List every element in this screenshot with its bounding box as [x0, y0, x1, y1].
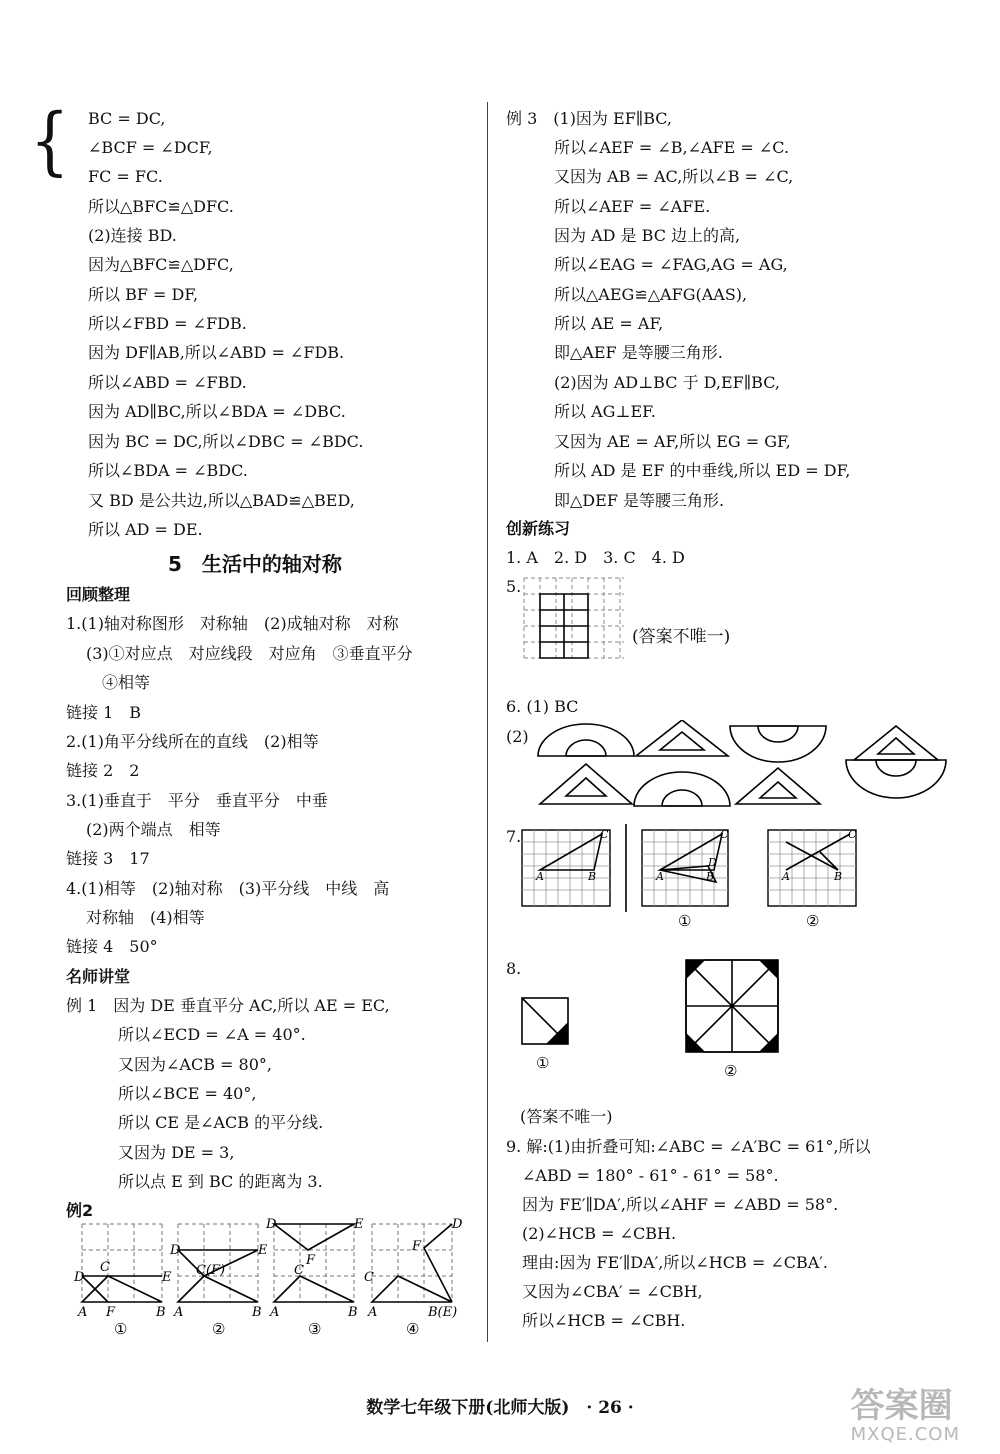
svg-text:C(F): C(F) — [196, 1263, 226, 1278]
fig-label: ① — [536, 1054, 550, 1072]
svg-text:A: A — [270, 1305, 280, 1320]
text-line: 又因为∠CBA′ = ∠CBH, — [522, 1282, 703, 1301]
text-line: 又因为 DE = 3, — [118, 1143, 235, 1162]
text-line: 所以∠EAG = ∠FAG,AG = AG, — [554, 255, 788, 274]
svg-text:D: D — [452, 1218, 463, 1232]
fig-label: ④ — [406, 1320, 420, 1338]
text-line: 所以 CE 是∠ACB 的平分线. — [118, 1113, 324, 1132]
q5-grid-figure — [520, 572, 630, 672]
q7-label: 7. — [506, 827, 522, 846]
text-line: 链接 2 2 — [66, 761, 140, 780]
watermark-url: MXQE.COM — [850, 1424, 960, 1445]
text-line: 所以∠BCE = 40°, — [118, 1084, 257, 1103]
text-line: FC = FC. — [88, 167, 163, 186]
q8-note: (答案不唯一) — [520, 1107, 613, 1126]
svg-text:C: C — [364, 1270, 374, 1285]
svg-text:E: E — [354, 1218, 364, 1232]
svg-text:B: B — [588, 870, 597, 883]
text-line: 因为 DF∥AB,所以∠ABD = ∠FDB. — [88, 343, 345, 362]
svg-text:C: C — [848, 828, 857, 841]
watermark-logo — [851, 1388, 960, 1445]
svg-text:B: B — [834, 870, 843, 883]
svg-text:E: E — [258, 1243, 268, 1258]
text-line: (2)因为 AD⊥BC 于 D,EF∥BC, — [554, 373, 780, 392]
fig-label: ② — [212, 1320, 226, 1338]
svg-text:A: A — [368, 1305, 378, 1320]
column-divider — [487, 102, 488, 1342]
text-line: 因为 BC = DC,所以∠DBC = ∠BDC. — [88, 432, 364, 451]
text-line: ④相等 — [102, 673, 151, 692]
text-line: ∠BCF = ∠DCF, — [88, 138, 213, 157]
svg-text:A: A — [536, 870, 544, 883]
q5-label: 5. — [506, 577, 522, 596]
svg-text:C: C — [600, 828, 609, 841]
text-line: 所以∠ABD = ∠FBD. — [88, 373, 247, 392]
text-line: 又 BD 是公共边,所以△BAD≌△BED, — [88, 491, 355, 510]
system-brace: { — [30, 96, 70, 185]
text-line: 所以 AE = AF, — [554, 314, 664, 333]
svg-text:D: D — [170, 1243, 181, 1258]
text-line: 因为△BFC≌△DFC, — [88, 255, 234, 274]
text-line: 因为 AD 是 BC 边上的高, — [554, 226, 741, 245]
text-line: (2)两个端点 相等 — [86, 820, 221, 839]
svg-text:D: D — [74, 1270, 85, 1285]
svg-text:A: A — [782, 870, 790, 883]
text-line: 链接 3 17 — [66, 849, 150, 868]
text-line: 链接 1 B — [66, 703, 142, 722]
text-line: 1.(1)轴对称图形 对称轴 (2)成轴对称 对称 — [66, 614, 399, 633]
svg-text:D: D — [708, 856, 717, 869]
text-line: 例 3 (1)因为 EF∥BC, — [506, 109, 673, 128]
fig-label: ② — [806, 912, 820, 930]
text-line: 所以点 E 到 BC 的距离为 3. — [118, 1172, 323, 1191]
svg-text:A: A — [78, 1305, 88, 1320]
svg-text:D: D — [266, 1218, 277, 1232]
svg-text:B: B — [252, 1305, 262, 1320]
text-line: 理由:因为 FE′∥DA′,所以∠HCB = ∠CBA′. — [522, 1253, 829, 1272]
text-line: 因为 AD∥BC,所以∠BDA = ∠DBC. — [88, 402, 346, 421]
text-line: 所以 AG⊥EF. — [554, 402, 656, 421]
text-line: 所以∠BDA = ∠BDC. — [88, 461, 248, 480]
svg-text:F: F — [306, 1253, 316, 1268]
lecture-heading: 名师讲堂 — [66, 967, 131, 986]
text-line: BC = DC, — [88, 109, 166, 128]
q8-label: 8. — [506, 959, 522, 978]
svg-text:C: C — [720, 828, 729, 841]
text-line: 9. 解:(1)由折叠可知:∠ABC = ∠A′BC = 61°,所以 — [506, 1137, 871, 1156]
fig-label: ① — [114, 1320, 128, 1338]
svg-text:F: F — [412, 1239, 422, 1254]
text-line: 即△AEF 是等腰三角形. — [554, 343, 723, 362]
q8-figures — [518, 956, 788, 1080]
text-line: 所以△AEG≌△AFG(AAS), — [554, 285, 748, 304]
svg-text:C: C — [100, 1260, 110, 1275]
text-line: 所以∠AEF = ∠AFE. — [554, 197, 711, 216]
q6-figures — [530, 720, 950, 812]
text-line: 所以△BFC≌△DFC. — [88, 197, 234, 216]
svg-text:E: E — [162, 1270, 172, 1285]
text-line: (3)①对应点 对应线段 对应角 ③垂直平分 — [86, 644, 413, 663]
svg-text:C: C — [294, 1263, 304, 1278]
innovation-heading: 创新练习 — [506, 519, 571, 538]
text-line: 所以∠FBD = ∠FDB. — [88, 314, 247, 333]
text-line: 因为 FE′∥DA′,所以∠AHF = ∠ABD = 58°. — [522, 1195, 839, 1214]
svg-text:A: A — [174, 1305, 184, 1320]
text-line: 又因为∠ACB = 80°, — [118, 1055, 272, 1074]
text-line: 所以∠ECD = ∠A = 40°. — [118, 1025, 306, 1044]
section-title: 5 生活中的轴对称 — [168, 552, 342, 576]
svg-text:A: A — [656, 870, 664, 883]
fig-label: ③ — [308, 1320, 322, 1338]
q7-figures — [518, 820, 868, 932]
watermark-text: 答案圈 — [850, 1386, 953, 1426]
fig-label: ① — [678, 912, 692, 930]
fig-label: ② — [724, 1062, 738, 1080]
text-line: 链接 4 50° — [66, 937, 158, 956]
svg-text:B: B — [348, 1305, 358, 1320]
text-line: (2)∠HCB = ∠CBH. — [522, 1224, 677, 1243]
svg-text:B: B — [706, 870, 715, 883]
q5-note: (答案不唯一) — [632, 627, 731, 647]
text-line: 所以 AD 是 EF 的中垂线,所以 ED = DF, — [554, 461, 851, 480]
text-line: 对称轴 (4)相等 — [86, 908, 205, 927]
text-line: 例 1 因为 DE 垂直平分 AC,所以 AE = EC, — [66, 996, 390, 1015]
text-line: 所以∠HCB = ∠CBH. — [522, 1311, 686, 1330]
svg-text:F: F — [106, 1305, 116, 1320]
example2-label: 例2 — [66, 1201, 94, 1220]
svg-text:B: B — [156, 1305, 166, 1320]
text-line: 又因为 AB = AC,所以∠B = ∠C, — [554, 167, 794, 186]
review-heading: 回顾整理 — [66, 585, 131, 604]
text-line: 6. (1) BC — [506, 697, 579, 716]
text-line: 2.(1)角平分线所在的直线 (2)相等 — [66, 732, 319, 751]
text-line: (2) — [506, 727, 529, 746]
text-line: (2)连接 BD. — [88, 226, 177, 245]
text-line: ∠ABD = 180° - 61° - 61° = 58°. — [522, 1166, 779, 1185]
text-line: 所以∠AEF = ∠B,∠AFE = ∠C. — [554, 138, 790, 157]
text-line: 即△DEF 是等腰三角形. — [554, 491, 725, 510]
page-footer: 数学七年级下册(北师大版) · 26 · — [366, 1398, 634, 1418]
text-line: 4.(1)相等 (2)轴对称 (3)平分线 中线 高 — [66, 879, 390, 898]
text-line: 3.(1)垂直于 平分 垂直平分 中垂 — [66, 791, 328, 810]
text-line: 又因为 AE = AF,所以 EG = GF, — [554, 432, 791, 451]
text-line: 所以 BF = DF, — [88, 285, 199, 304]
text-line: 所以 AD = DE. — [88, 520, 203, 539]
svg-text:B(E): B(E) — [428, 1305, 458, 1320]
example2-figures — [68, 1218, 468, 1342]
text-line: 1. A 2. D 3. C 4. D — [506, 548, 685, 567]
